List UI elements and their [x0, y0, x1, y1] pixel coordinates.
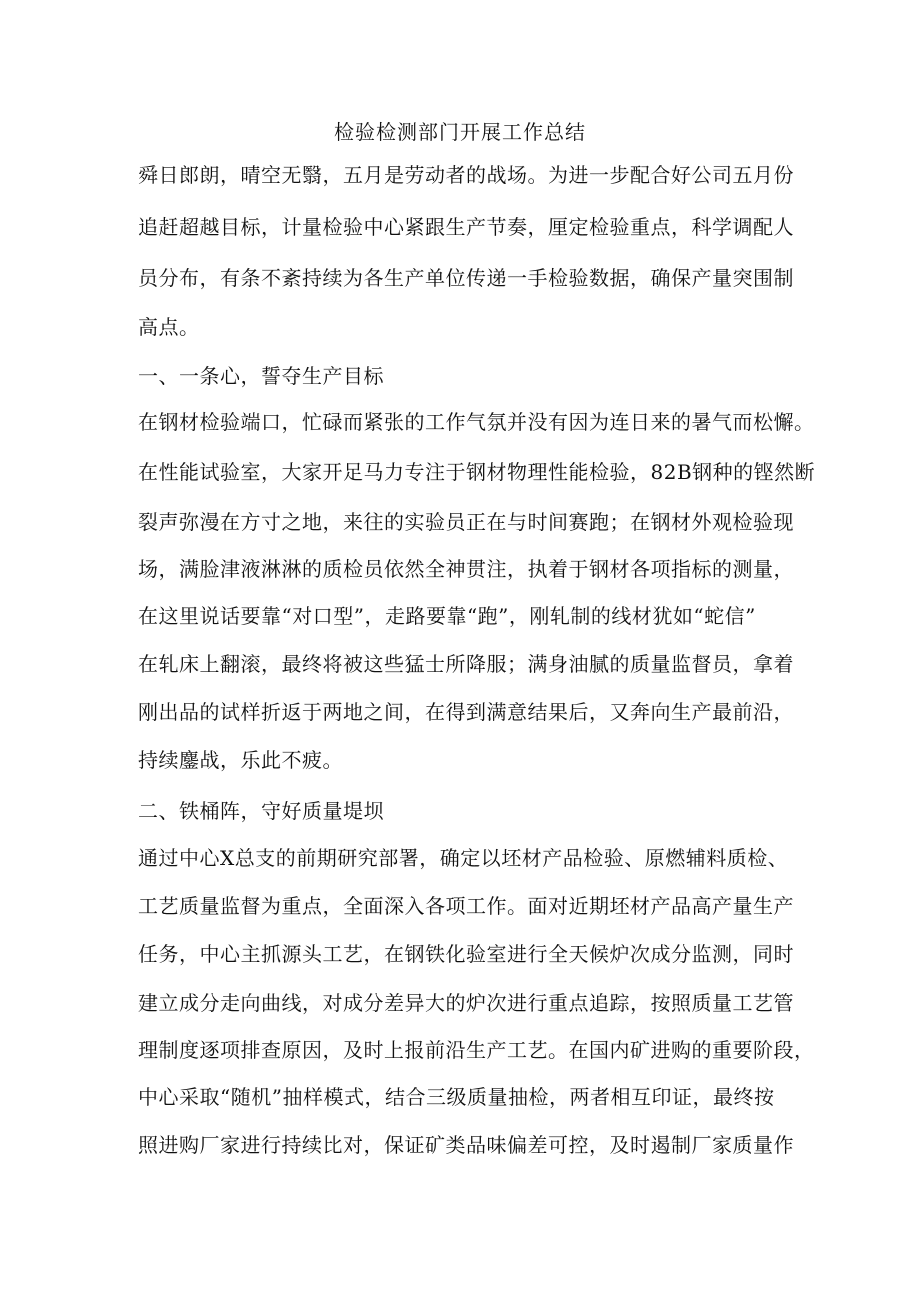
- paragraph-line: 追赶超越目标，计量检验中心紧跟生产节奏，厘定检验重点，科学调配人: [138, 215, 794, 239]
- paragraph-line: 员分布，有条不紊持续为各生产单位传递一手检验数据，确保产量突围制: [138, 266, 794, 290]
- paragraph-line: 舜日郎朗，晴空无翳，五月是劳动者的战场。为进一步配合好公司五月份: [138, 163, 794, 187]
- paragraph-line: 在钢材检验端口，忙碌而紧张的工作气氛并没有因为连日来的暑气而松懈。: [138, 410, 815, 434]
- paragraph-line: 理制度逐项排查原因，及时上报前沿生产工艺。在国内矿进购的重要阶段，: [138, 1038, 815, 1062]
- paragraph-line: 在这里说话要靠“对口型”，走路要靠“跑”，刚轧制的线材犹如“蛇信”: [138, 604, 756, 628]
- paragraph-line: 在轧床上翻滚，最终将被这些猛士所降服；满身油腻的质量监督员，拿着: [138, 652, 794, 676]
- section-heading: 一、一条心，誓夺生产目标: [138, 364, 384, 388]
- paragraph-line: 中心采取“随机”抽样模式，结合三级质量抽检，两者相互印证，最终按: [138, 1085, 775, 1109]
- paragraph-line: 工艺质量监督为重点，全面深入各项工作。面对近期坯材产品高产量生产: [138, 894, 794, 918]
- document-title: 检验检测部门开展工作总结: [334, 120, 586, 144]
- paragraph-line: 通过中心X总支的前期研究部署，确定以坯材产品检验、原燃辅料质检、: [138, 846, 789, 870]
- paragraph-line: 高点。: [138, 315, 200, 339]
- paragraph-line: 照进购厂家进行持续比对，保证矿类品味偏差可控，及时遏制厂家质量作: [138, 1133, 794, 1157]
- paragraph-line: 任务，中心主抓源头工艺，在钢铁化验室进行全天候炉次成分监测，同时: [138, 942, 794, 966]
- paragraph-line: 在性能试验室，大家开足马力专注于钢材物理性能检验，82B钢种的铿然断: [138, 460, 816, 484]
- paragraph-line: 裂声弥漫在方寸之地，来往的实验员正在与时间赛跑；在钢材外观检验现: [138, 510, 794, 534]
- paragraph-line: 持续鏖战，乐此不疲。: [138, 748, 343, 772]
- section-heading: 二、铁桶阵，守好质量堤坝: [138, 799, 384, 823]
- paragraph-line: 刚出品的试样折返于两地之间，在得到满意结果后，又奔向生产最前沿，: [138, 700, 794, 724]
- paragraph-line: 建立成分走向曲线，对成分差异大的炉次进行重点追踪，按照质量工艺管: [138, 991, 794, 1015]
- paragraph-line: 场，满脸津液淋淋的质检员依然全神贯注，执着于钢材各项指标的测量，: [138, 557, 794, 581]
